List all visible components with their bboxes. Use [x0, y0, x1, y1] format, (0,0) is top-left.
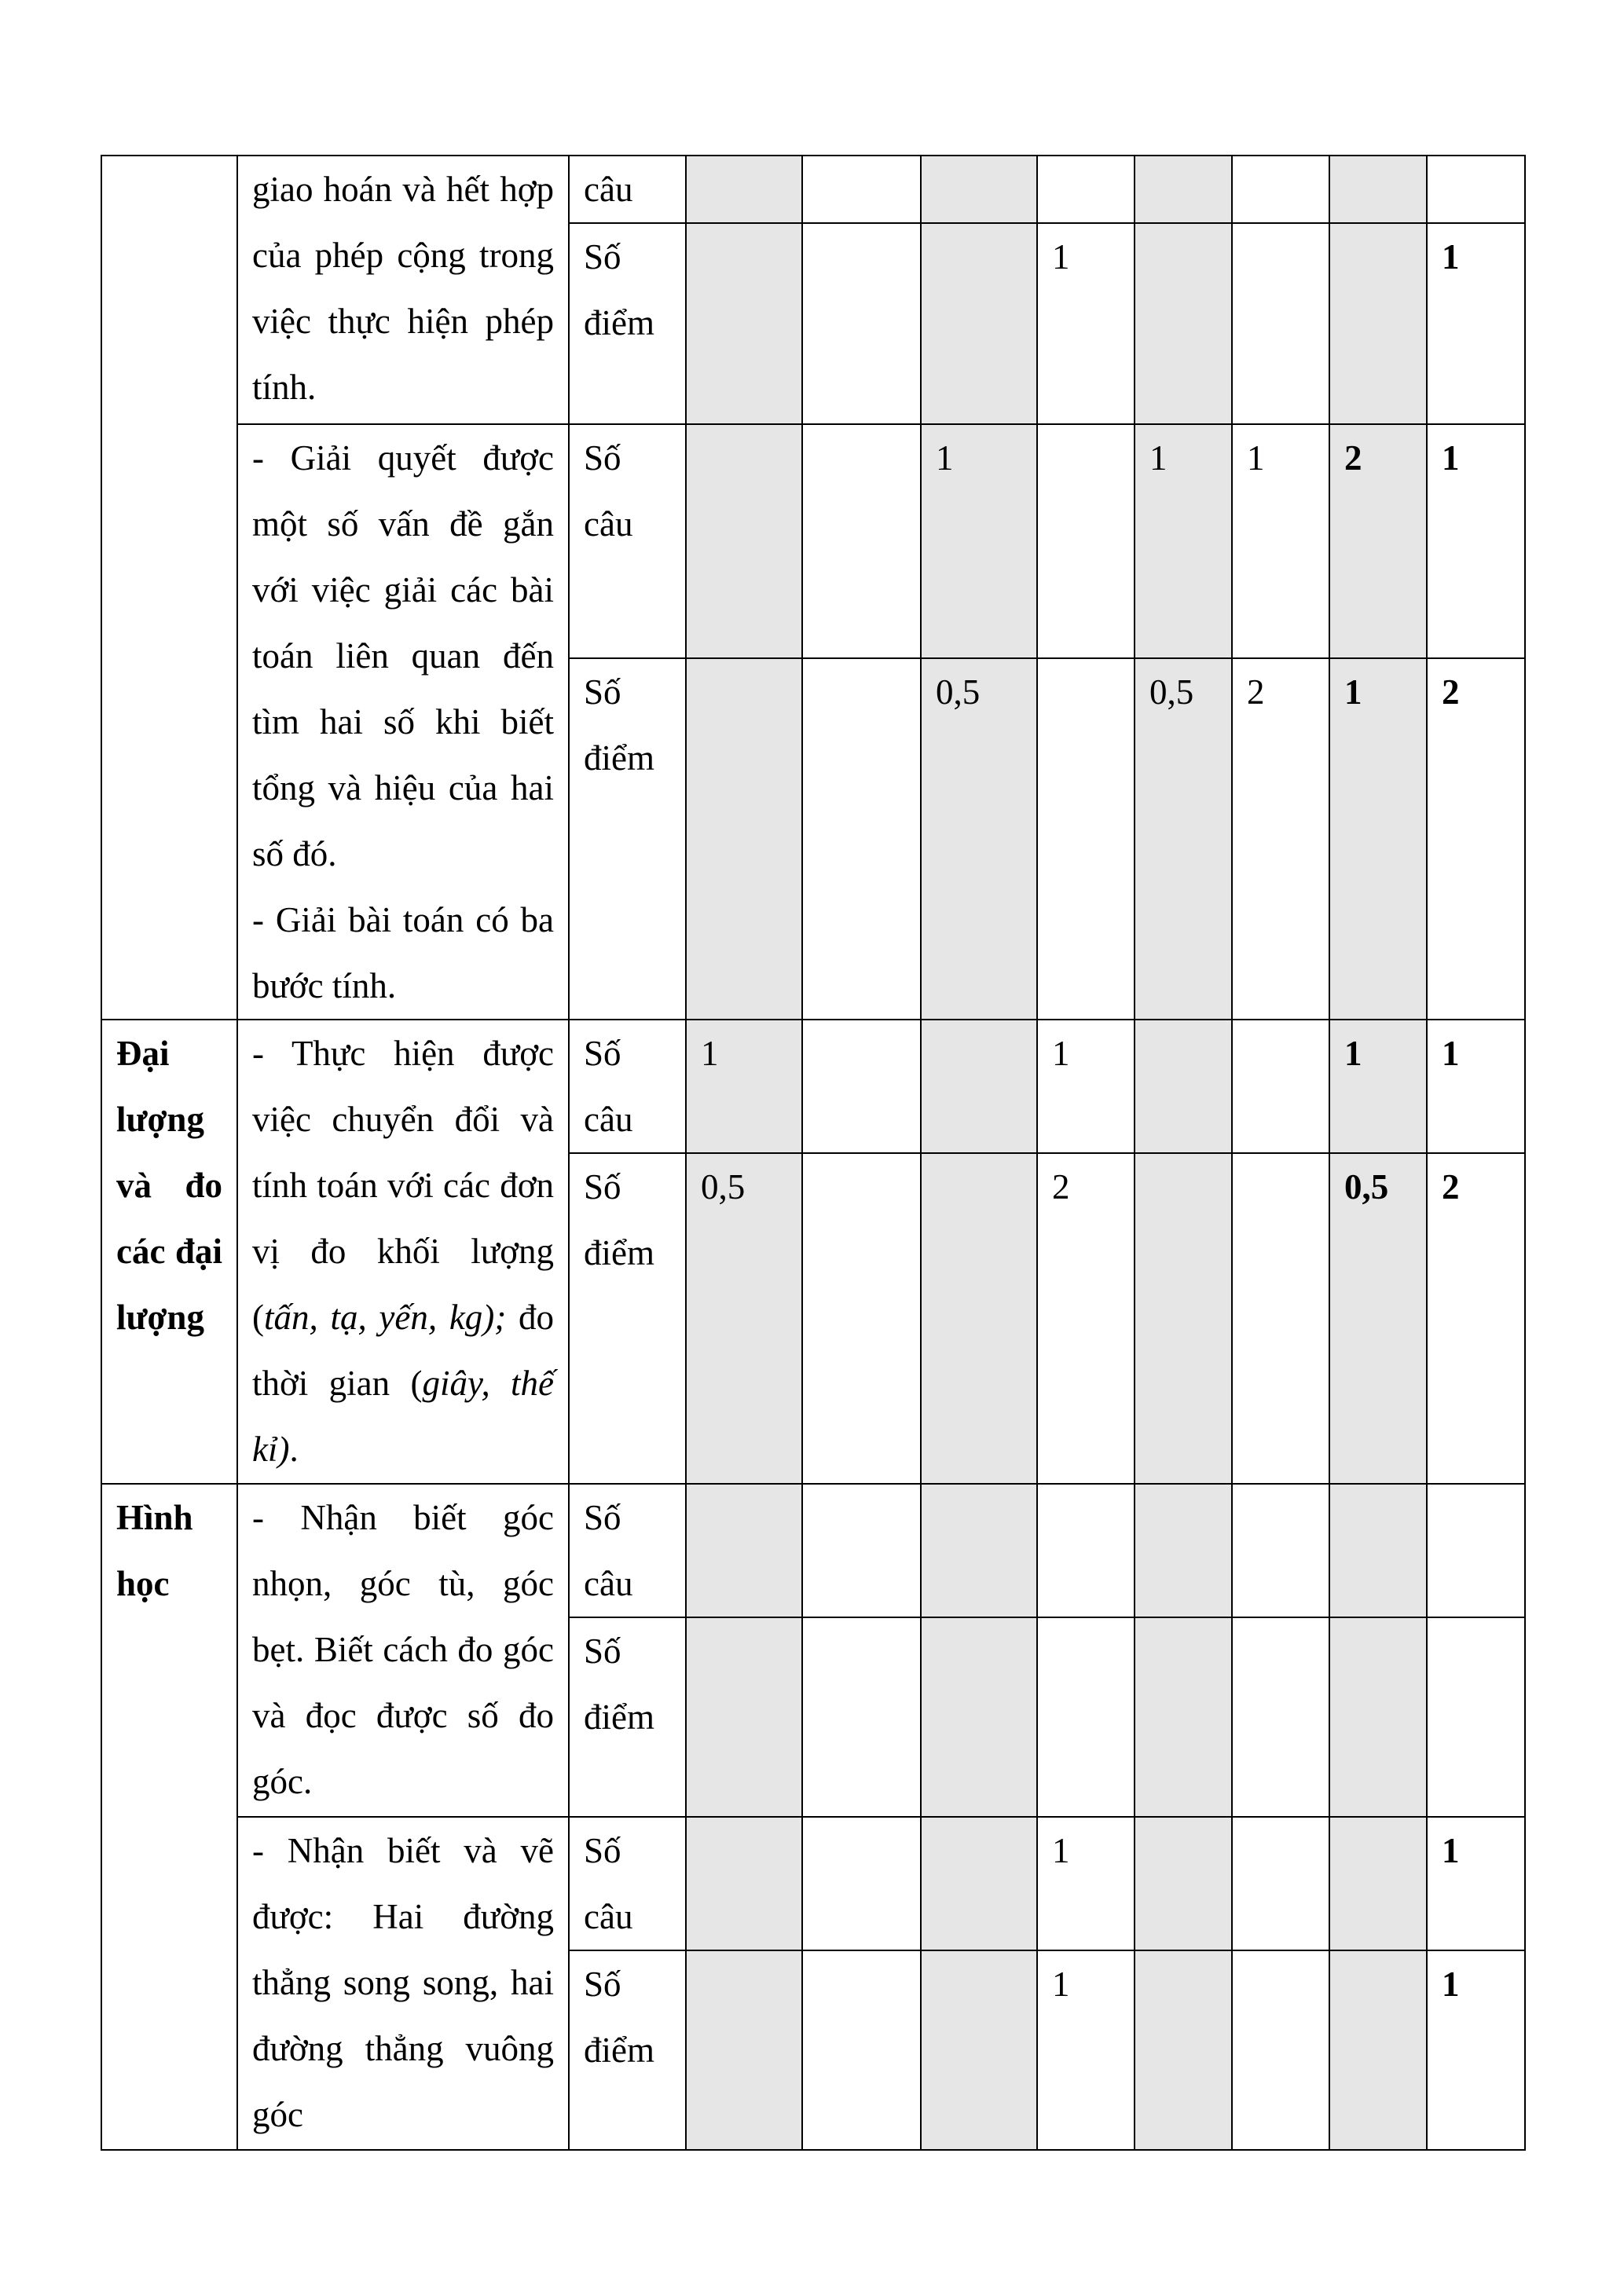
value-cell [1232, 1153, 1329, 1484]
value-cell [1329, 1484, 1427, 1617]
description-text: tấn, tạ, yến, kg); [264, 1298, 507, 1337]
matrix-table [101, 155, 1526, 2151]
value-cell [1037, 424, 1135, 658]
value-cell: 1 [1427, 1950, 1525, 2150]
value-cell [1232, 156, 1329, 223]
row-so-cau [101, 156, 1525, 223]
value-cell: 2 [1427, 658, 1525, 1020]
value-cell [1037, 1484, 1135, 1617]
value-cell [802, 1153, 921, 1484]
row-label: câu [569, 156, 686, 223]
row-label: Số điểm [569, 1950, 686, 2150]
value-cell: 2 [1037, 1153, 1135, 1484]
value-cell [921, 156, 1037, 223]
value-cell [1037, 1617, 1135, 1817]
value-cell [921, 1950, 1037, 2150]
value-cell [1135, 1484, 1232, 1617]
value-cell [1329, 156, 1427, 223]
description-text: . [289, 1430, 299, 1469]
value-cell [686, 1817, 802, 1950]
value-cell [1232, 1817, 1329, 1950]
value-cell: 1 [1037, 223, 1135, 424]
category-cell: Hình học [101, 1484, 237, 2150]
value-cell [1232, 1950, 1329, 2150]
value-cell [1329, 1950, 1427, 2150]
row-so-cau [101, 1484, 1525, 1617]
value-cell [802, 1020, 921, 1153]
value-cell [802, 424, 921, 658]
row-label: Số điểm [569, 658, 686, 1020]
row-label: Số câu [569, 424, 686, 658]
value-cell [686, 223, 802, 424]
row-label: Số điểm [569, 223, 686, 424]
value-cell [802, 1617, 921, 1817]
row-label: Số câu [569, 1817, 686, 1950]
value-cell [802, 1950, 921, 2150]
value-cell: 1 [1037, 1817, 1135, 1950]
value-cell [802, 223, 921, 424]
value-cell [921, 223, 1037, 424]
description-cell [237, 1484, 569, 1817]
value-cell [921, 1817, 1037, 1950]
value-cell [1135, 1817, 1232, 1950]
value-cell: 1 [1329, 1020, 1427, 1153]
description-cell [237, 1817, 569, 2150]
value-cell: 1 [1427, 223, 1525, 424]
value-cell [1427, 1484, 1525, 1617]
value-cell: 2 [1427, 1153, 1525, 1484]
value-cell [1232, 1020, 1329, 1153]
value-cell [686, 658, 802, 1020]
value-cell [1135, 1617, 1232, 1817]
value-cell: 1 [1037, 1950, 1135, 2150]
value-cell: 2 [1232, 658, 1329, 1020]
value-cell [686, 1950, 802, 2150]
value-cell: 0,5 [1329, 1153, 1427, 1484]
value-cell [1427, 156, 1525, 223]
value-cell [1329, 1817, 1427, 1950]
value-cell: 1 [1427, 1817, 1525, 1950]
row-so-cau [101, 1817, 1525, 1950]
value-cell: 0,5 [921, 658, 1037, 1020]
value-cell: 1 [921, 424, 1037, 658]
value-cell [686, 1484, 802, 1617]
value-cell [921, 1020, 1037, 1153]
value-cell: 0,5 [1135, 658, 1232, 1020]
value-cell [1232, 1484, 1329, 1617]
value-cell [921, 1484, 1037, 1617]
value-cell: 1 [1329, 658, 1427, 1020]
row-so-cau [101, 1020, 1525, 1153]
description-text: giây, thế kỉ) [252, 1364, 555, 1469]
value-cell: 1 [1427, 424, 1525, 658]
value-cell: 1 [686, 1020, 802, 1153]
value-cell [1037, 156, 1135, 223]
value-cell [1329, 223, 1427, 424]
description-text: giao hoán và hết hợp của phép cộng trong việc thực hiện phép tính. [252, 170, 554, 407]
value-cell: 1 [1135, 424, 1232, 658]
value-cell [802, 156, 921, 223]
description-text: - Giải bài toán có ba bước tính. [252, 900, 554, 1005]
description-cell [237, 1020, 569, 1484]
value-cell [1232, 223, 1329, 424]
value-cell [802, 658, 921, 1020]
value-cell [802, 1817, 921, 1950]
description-text: đo thời gian ( [252, 1298, 554, 1403]
row-label: Số câu [569, 1020, 686, 1153]
value-cell [1135, 1950, 1232, 2150]
value-cell [686, 156, 802, 223]
value-cell: 1 [1427, 1020, 1525, 1153]
category-cell [101, 156, 237, 1020]
description-text: - Giải quyết được một số vấn đề gắn với việc giải các bài toán liên quan đến tìm hai số khi biết tổng và hiệu của hai số đó. [252, 438, 554, 873]
value-cell [1135, 1153, 1232, 1484]
value-cell: 1 [1232, 424, 1329, 658]
description-cell [237, 156, 569, 424]
description-text: - Thực hiện được việc chuyển đổi và tính toán với các đơn vị đo khối lượng ( [252, 1034, 554, 1337]
value-cell [921, 1153, 1037, 1484]
value-cell [1135, 223, 1232, 424]
value-cell [1135, 1020, 1232, 1153]
description-text: - Nhận biết và vẽ được: Hai đường thẳng song song, hai đường thẳng vuông góc [252, 1831, 554, 2134]
category-cell: Đại lượng và đo các đại lượng [101, 1020, 237, 1484]
description-text: - Nhận biết góc nhọn, góc tù, góc bẹt. Biết cách đo góc và đọc được số đo góc. [252, 1498, 554, 1801]
value-cell [921, 1617, 1037, 1817]
value-cell [1329, 1617, 1427, 1817]
row-label: Số câu [569, 1484, 686, 1617]
value-cell [686, 424, 802, 658]
value-cell: 2 [1329, 424, 1427, 658]
row-label: Số điểm [569, 1617, 686, 1817]
row-label: Số điểm [569, 1153, 686, 1484]
value-cell: 0,5 [686, 1153, 802, 1484]
value-cell [1427, 1617, 1525, 1817]
row-so-cau [101, 424, 1525, 658]
value-cell: 1 [1037, 1020, 1135, 1153]
value-cell [686, 1617, 802, 1817]
value-cell [802, 1484, 921, 1617]
value-cell [1037, 658, 1135, 1020]
value-cell [1232, 1617, 1329, 1817]
description-cell [237, 424, 569, 1020]
value-cell [1135, 156, 1232, 223]
